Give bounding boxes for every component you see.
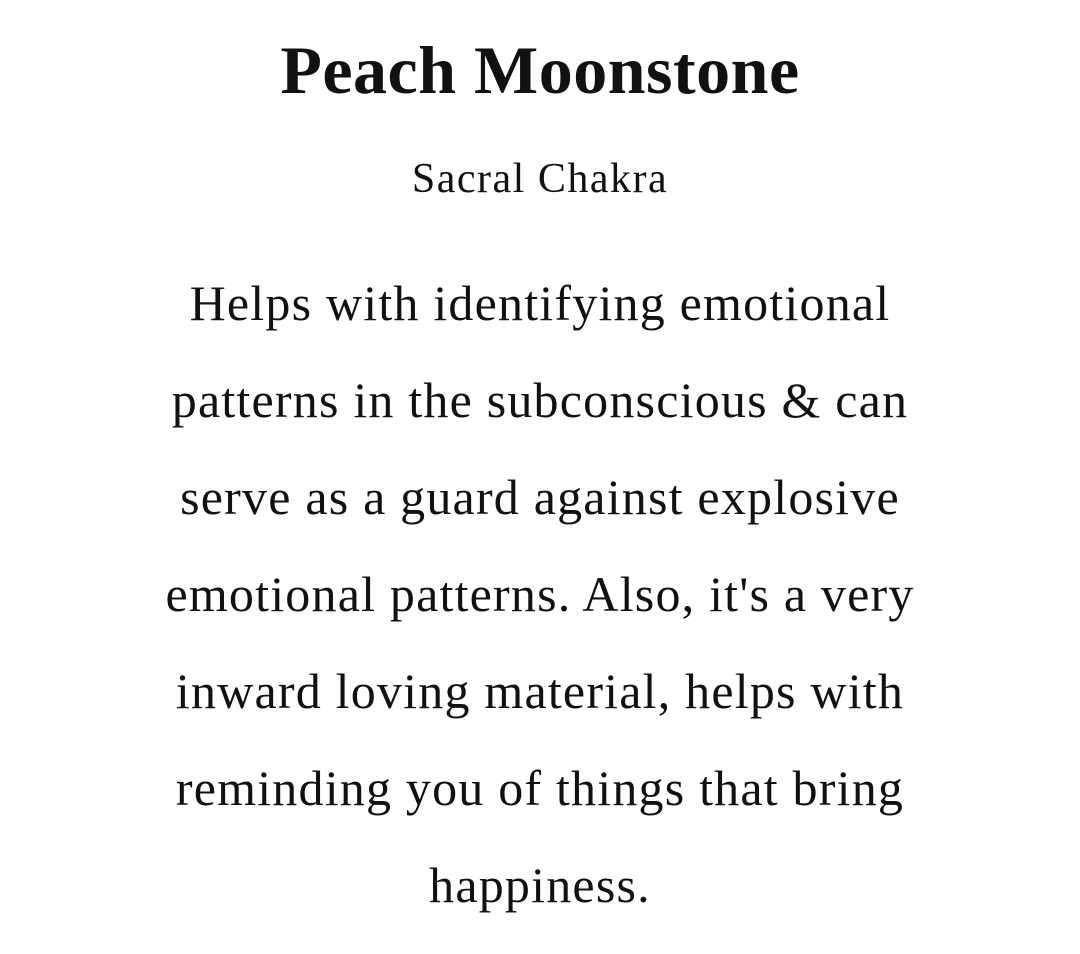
description-line: serve as a guard against explosive	[180, 469, 900, 525]
page-title: Peach Moonstone	[280, 32, 800, 108]
description-line: emotional patterns. Also, it's a very	[165, 566, 915, 622]
description-line: reminding you of things that bring	[175, 760, 905, 816]
description-line: patterns in the subconscious & can	[171, 372, 909, 428]
description-line: inward loving material, helps with	[175, 663, 905, 719]
description-line: Helps with identifying emotional	[189, 275, 891, 331]
description-text	[60, 255, 1020, 934]
description-line: happiness.	[429, 857, 651, 913]
chakra-subtitle: Sacral Chakra	[411, 156, 669, 202]
